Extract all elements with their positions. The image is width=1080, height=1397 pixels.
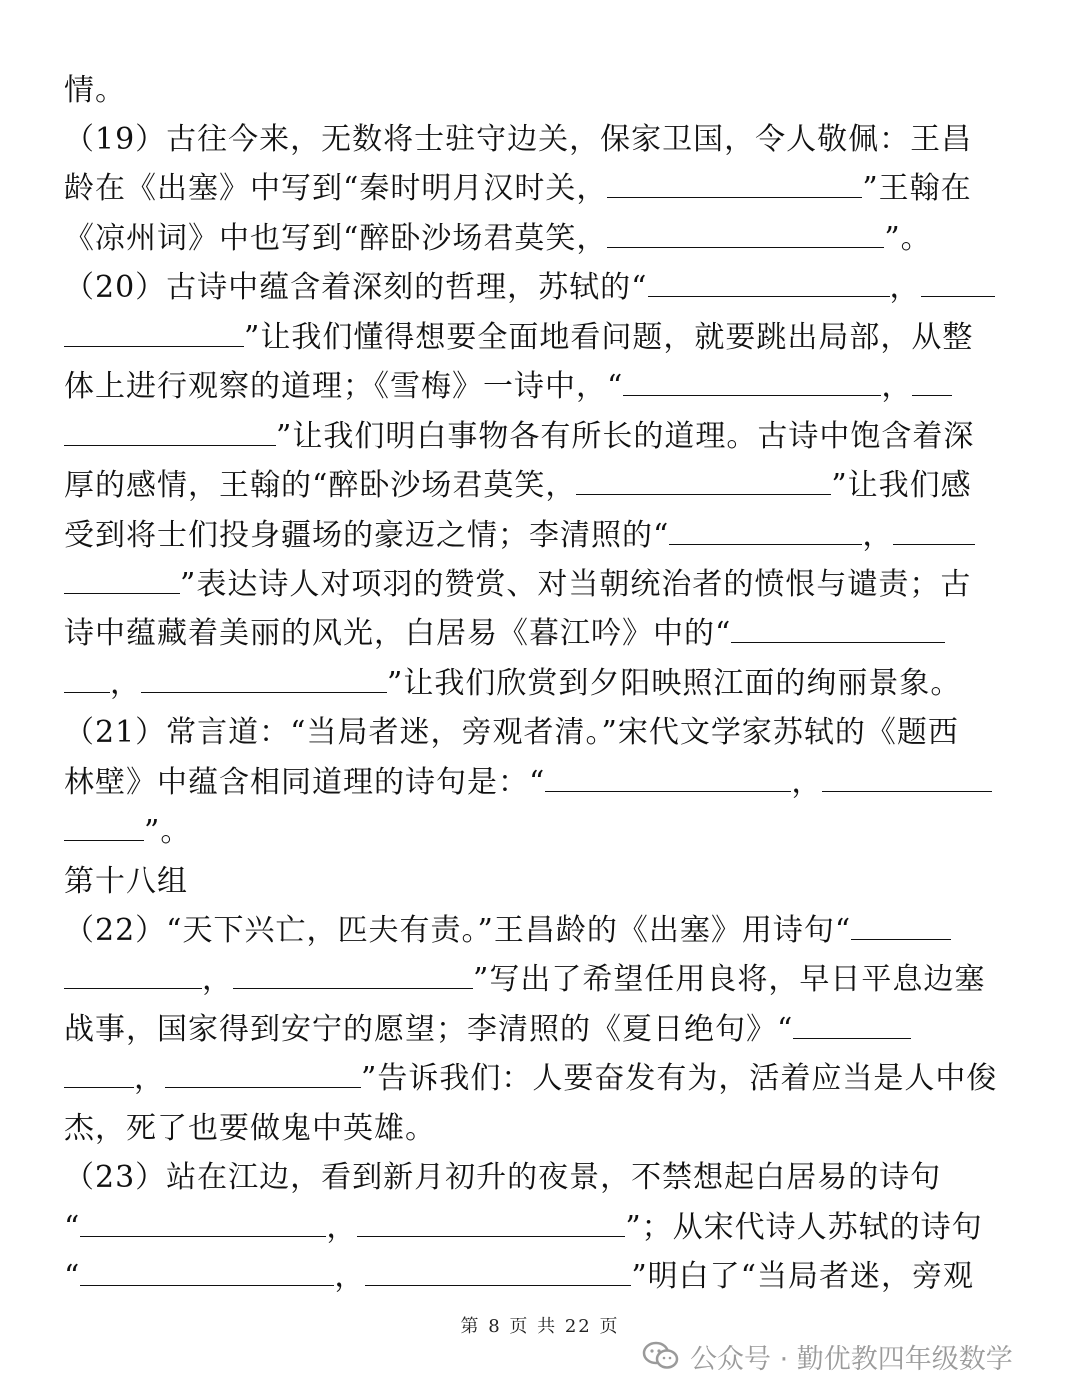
watermark-text: 公众号 · 勤优教四年级数学 [690, 1343, 1013, 1375]
text-segment: 体上进行观察的道理；《雪梅》一诗中，“ [64, 369, 624, 404]
text-line [64, 214, 1019, 263]
answer-blank[interactable] [893, 516, 975, 545]
answer-blank[interactable] [912, 367, 952, 396]
answer-blank[interactable] [731, 614, 945, 643]
text-segment: ， [134, 1061, 165, 1096]
text-segment: （20）古诗中蕴含着深刻的哲理，苏轼的“ [64, 270, 648, 305]
answer-blank[interactable] [64, 1059, 134, 1088]
text-line [64, 412, 1019, 461]
text-line [64, 758, 1019, 807]
text-segment: （23）站在江边，看到新月初升的夜景，不禁想起白居易的诗句 [64, 1160, 942, 1195]
answer-blank[interactable] [851, 911, 951, 940]
text-line [64, 511, 1019, 560]
answer-blank[interactable] [64, 318, 244, 347]
text-segment: ”让我们懂得想要全面地看问题，就要跳出局部，从整 [244, 320, 974, 355]
answer-blank[interactable] [64, 565, 180, 594]
text-segment: 受到将士们投身疆场的豪迈之情；李清照的“ [64, 518, 670, 553]
answer-blank[interactable] [921, 268, 995, 297]
text-line [64, 609, 1019, 658]
page-number: 第 8 页 共 22 页 [460, 1316, 620, 1337]
text-line [64, 461, 1019, 510]
answer-blank[interactable] [80, 1208, 326, 1237]
answer-blank[interactable] [233, 960, 473, 989]
text-line [64, 1005, 1019, 1054]
text-segment: ， [202, 962, 233, 997]
text-segment: ， [791, 765, 823, 800]
text-line [64, 857, 1019, 906]
text-line [64, 1153, 1019, 1202]
answer-blank[interactable] [141, 664, 387, 693]
text-segment: 林壁》中蕴含相同道理的诗句是：“ [64, 765, 546, 800]
text-segment: 情。 [64, 73, 126, 108]
text-line [64, 1104, 1019, 1153]
text-segment: ”王翰在 [862, 171, 972, 206]
text-segment: 诗中蕴藏着美丽的风光，白居易《暮江吟》中的“ [64, 616, 732, 651]
answer-blank[interactable] [623, 367, 881, 396]
text-line [64, 955, 1019, 1004]
answer-blank[interactable] [165, 1059, 361, 1088]
text-segment: 厚的感情，王翰的“醉卧沙场君莫笑， [64, 468, 577, 503]
text-segment: ”；从宋代诗人苏轼的诗句 [625, 1210, 983, 1245]
text-line [64, 1054, 1019, 1103]
text-line [64, 906, 1019, 955]
text-segment: ”让我们明白事物各有所长的道理。古诗中饱含着深 [276, 419, 975, 454]
text-line [64, 1203, 1019, 1252]
watermark [642, 1336, 1013, 1376]
text-segment: ”表达诗人对项羽的赞赏、对当朝统治者的愤恨与谴责；古 [180, 567, 972, 602]
text-segment: ， [110, 666, 141, 701]
answer-blank[interactable] [365, 1257, 631, 1286]
text-segment: ， [862, 518, 894, 553]
text-segment: 《凉州词》中也写到“醉卧沙场君莫笑， [64, 221, 608, 256]
text-segment: ， [334, 1259, 366, 1294]
answer-blank[interactable] [607, 219, 884, 248]
text-line [64, 807, 1019, 856]
answer-blank[interactable] [607, 169, 862, 198]
answer-blank[interactable] [545, 763, 791, 792]
text-segment: （19）古往今来，无数将士驻守边关，保家卫国，令人敬佩：王昌 [64, 122, 973, 157]
wechat-icon [642, 1340, 680, 1372]
text-segment: （22）“天下兴亡，匹夫有责。”王昌龄的《出塞》用诗句“ [64, 913, 852, 948]
answer-blank[interactable] [822, 763, 992, 792]
text-line [64, 1252, 1019, 1301]
text-segment: ， [881, 369, 913, 404]
text-line [64, 263, 1019, 312]
text-segment: ， [326, 1210, 358, 1245]
text-line [64, 659, 1019, 708]
text-segment: ”。 [884, 221, 932, 256]
answer-blank[interactable] [64, 960, 202, 989]
text-line [64, 708, 1019, 757]
text-segment: ”告诉我们：人要奋发有为，活着应当是人中俊 [361, 1061, 998, 1096]
text-segment: ， [889, 270, 921, 305]
answer-blank[interactable] [793, 1010, 911, 1039]
text-segment: ”写出了希望任用良将，早日平息边塞 [473, 962, 986, 997]
text-line [64, 66, 1019, 115]
answer-blank[interactable] [64, 664, 110, 693]
answer-blank[interactable] [669, 516, 862, 545]
text-segment: ”让我们感 [831, 468, 972, 503]
page-footer [0, 1312, 1080, 1338]
answer-blank[interactable] [80, 1257, 334, 1286]
text-segment: ”。 [144, 814, 192, 849]
text-segment: 龄在《出塞》中写到“秦时明月汉时关， [64, 171, 608, 206]
text-line [64, 313, 1019, 362]
text-line [64, 115, 1019, 164]
text-segment: ”明白了“当局者迷，旁观 [631, 1259, 975, 1294]
text-segment: 第十八组 [64, 864, 188, 899]
text-segment: （21）常言道：“当局者迷，旁观者清。”宋代文学家苏轼的《题西 [64, 715, 959, 750]
answer-blank[interactable] [648, 268, 890, 297]
answer-blank[interactable] [64, 812, 144, 841]
text-line [64, 164, 1019, 213]
text-segment: 战事，国家得到安宁的愿望；李清照的《夏日绝句》“ [64, 1012, 794, 1047]
text-segment: “ [64, 1259, 81, 1294]
text-segment: ”让我们欣赏到夕阳映照江面的绚丽景象。 [387, 666, 962, 701]
text-line [64, 362, 1019, 411]
answer-blank[interactable] [357, 1208, 625, 1237]
text-line [64, 560, 1019, 609]
answer-blank[interactable] [576, 466, 831, 495]
text-segment: “ [64, 1210, 81, 1245]
answer-blank[interactable] [64, 417, 276, 446]
text-segment: 杰，死了也要做鬼中英雄。 [64, 1111, 436, 1146]
